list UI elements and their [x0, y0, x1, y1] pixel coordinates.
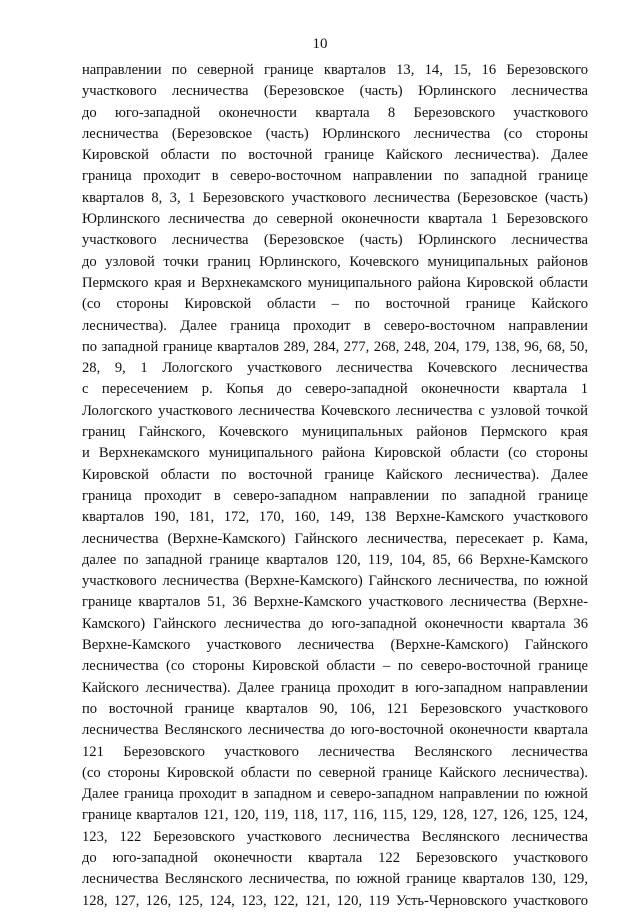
text-line: Камского) Гайнского лесничества до юго-западной оконечности квартала 36 — [82, 615, 588, 632]
text-line: по восточной границе кварталов 90, 106, 121 Березовского участкового — [82, 700, 588, 717]
text-line: 28, 9, 1 Лологского участкового лесничества Кочевского лесничества — [82, 360, 588, 377]
text-line: до юго-западной оконечности квартала 122 Березовского участкового — [82, 849, 588, 866]
text-line: направлении по северной границе кварталов 13, 14, 15, 16 Березовского — [82, 62, 588, 78]
text-line: Кайского лесничества). Далее граница проходит в юго-западном направлении — [82, 679, 588, 696]
text-line: лесничества). Далее граница проходит в северо-восточном направлении — [82, 317, 588, 334]
body-text — [82, 60, 588, 912]
text-line: 123, 122 Березовского участкового лесничества Веслянского лесничества — [82, 828, 588, 845]
text-line: Кировской области по восточной границе Кайского лесничества). Далее — [82, 466, 588, 483]
text-line: граница проходит в северо-западном направлении по западной границе — [82, 487, 588, 504]
text-line: лесничества (со стороны Кировской области – по северо-восточной границе — [82, 658, 588, 675]
text-line: лесничества Веслянского лесничества, по южной границе кварталов 130, 129, — [82, 871, 588, 888]
text-line: Кировской области по восточной границе Кайского лесничества). Далее — [82, 147, 588, 164]
text-line: границе кварталов 51, 36 Верхне-Камского участкового лесничества (Верхне- — [82, 594, 588, 611]
text-line: до узловой точки границ Юрлинского, Кочевского муниципальных районов — [82, 253, 588, 270]
text-line: (со стороны Кировской области по северной границе Кайского лесничества). — [82, 764, 588, 781]
text-line: с пересечением р. Копья до северо-западной оконечности квартала 1 — [82, 381, 588, 398]
text-line: Верхне-Камского участкового лесничества (Верхне-Камского) Гайнского — [82, 637, 588, 654]
text-line: до юго-западной оконечности квартала 8 Березовского участкового — [82, 104, 588, 121]
text-line: Пермского края и Верхнекамского муниципального района Кировской области — [82, 274, 588, 291]
text-line: по западной границе кварталов 289, 284, 277, 268, 248, 204, 179, 138, 96, 68, 50, — [82, 338, 588, 355]
text-line: лесничества Веслянского лесничества до юго-восточной оконечности квартала — [82, 722, 588, 739]
text-line: границе кварталов 121, 120, 119, 118, 117, 116, 115, 129, 128, 127, 126, 125, 124, — [82, 807, 588, 824]
page-number: 10 — [312, 36, 328, 52]
text-line: участкового лесничества (Березовское (часть) Юрлинского лесничества — [82, 83, 588, 100]
text-line: участкового лесничества (Верхне-Камского) Гайнского лесничества, по южной — [82, 573, 588, 590]
text-line: (со стороны Кировской области – по восточной границе Кайского — [82, 296, 588, 313]
text-line: граница проходит в северо-восточном направлении по западной границе — [82, 168, 588, 185]
text-line: лесничества (Верхне-Камского) Гайнского лесничества, пересекает р. Кама, — [82, 530, 588, 547]
text-line: Лологского участкового лесничества Кочевского лесничества с узловой точкой — [82, 402, 588, 419]
text-line: Юрлинского лесничества до северной оконечности квартала 1 Березовского — [82, 211, 588, 228]
text-line: далее по западной границе кварталов 120, 119, 104, 85, 66 Верхне-Камского — [82, 551, 588, 568]
text-line: границ Гайнского, Кочевского муниципальных районов Пермского края — [82, 424, 588, 441]
text-line: и Верхнекамского муниципального района Кировской области (со стороны — [82, 445, 588, 462]
text-line: участкового лесничества (Березовское (часть) Юрлинского лесничества — [82, 232, 588, 249]
text-line: лесничества (Березовское (часть) Юрлинского лесничества (со стороны — [82, 125, 588, 142]
text-line: 128, 127, 126, 125, 124, 123, 122, 121, 120, 119 Усть-Черновского участкового — [82, 892, 588, 909]
text-line: Далее граница проходит в западном и северо-западном направлении по южной — [82, 786, 588, 803]
text-line: 121 Березовского участкового лесничества Веслянского лесничества — [82, 743, 588, 760]
text-line: кварталов 190, 181, 172, 170, 160, 149, 138 Верхне-Камского участкового — [82, 509, 588, 526]
text-line: кварталов 8, 3, 1 Березовского участкового лесничества (Березовское (часть) — [82, 189, 588, 206]
